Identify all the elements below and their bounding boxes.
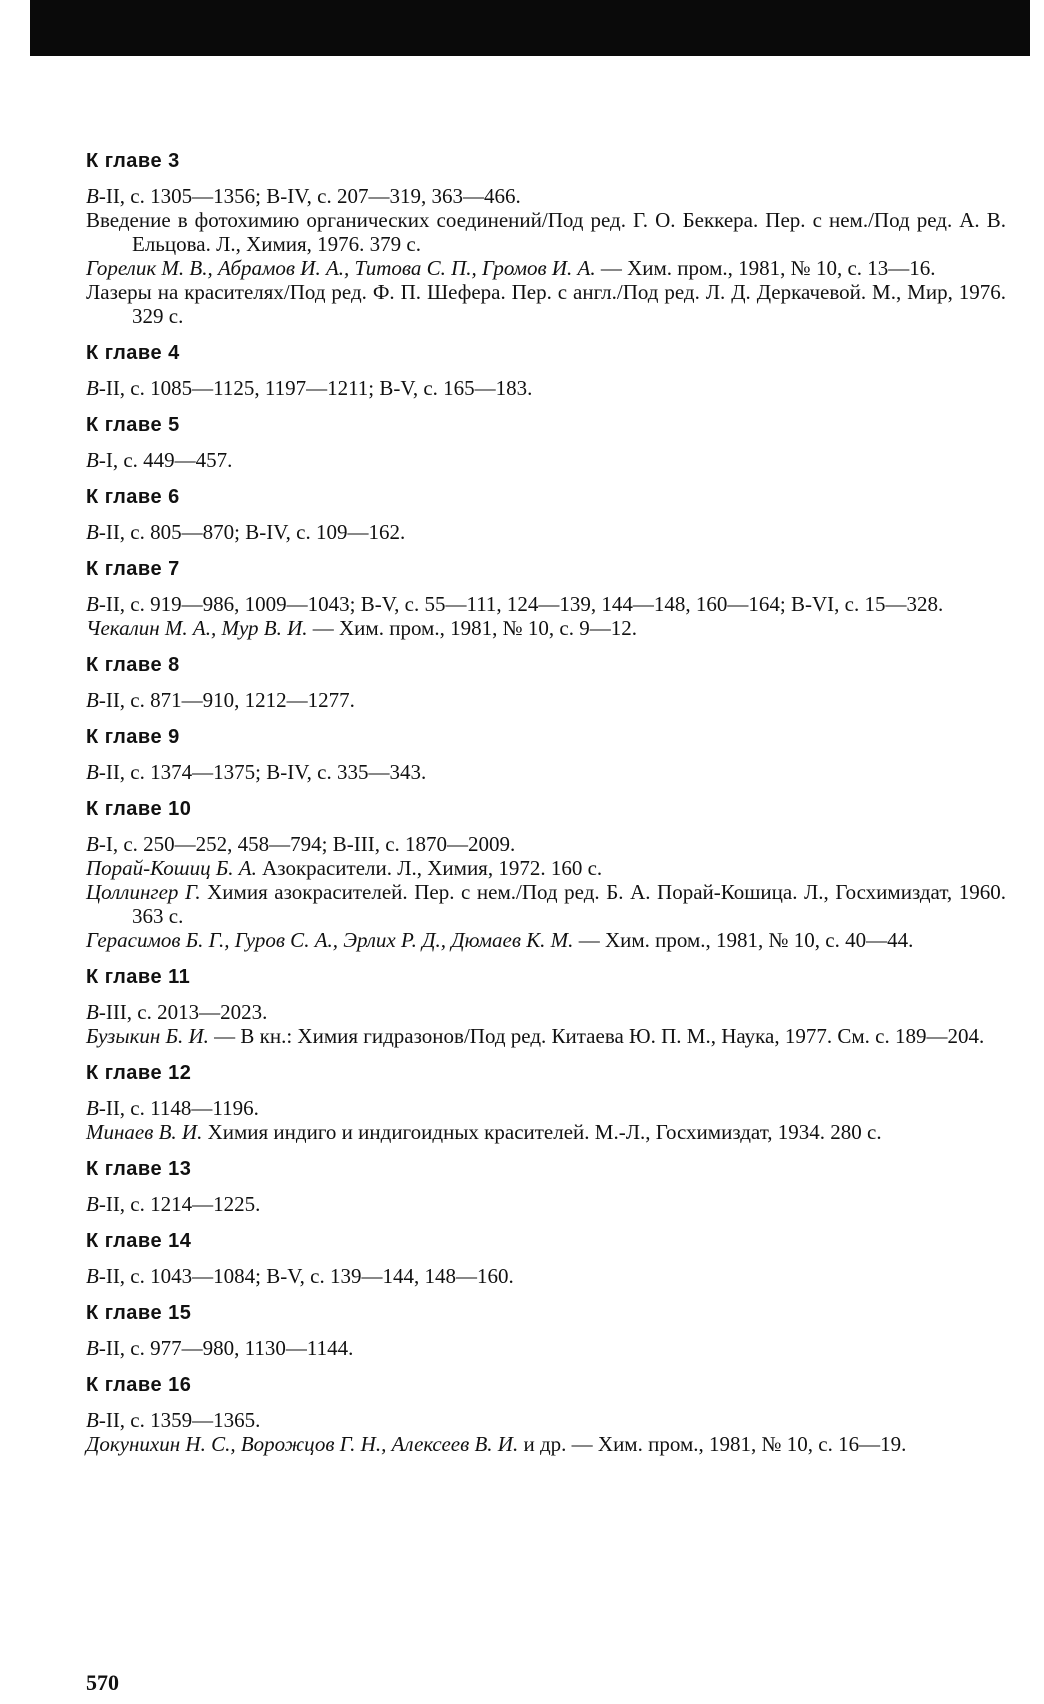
reference-text: Азокрасители. Л., Химия, 1972. 160 с.	[256, 856, 603, 880]
reference-entry	[86, 1408, 1006, 1432]
reference-author: Герасимов Б. Г., Гуров С. А., Эрлих Р. Д., Дюмаев К. М.	[86, 928, 574, 952]
references-list	[86, 150, 1006, 1470]
reference-text: — В кн.: Химия гидразонов/Под ред. Китаева Ю. П. М., Наука, 1977. См. с. 189—204.	[208, 1024, 985, 1048]
chapter-section	[86, 486, 1006, 544]
reference-text: и др. — Хим. пром., 1981, № 10, с. 16—19.	[518, 1432, 907, 1456]
reference-author: В	[86, 448, 99, 472]
reference-author: Порай-Кошиц Б. А.	[86, 856, 257, 880]
reference-author: Горелик М. В., Абрамов И. А., Титова С. П., Громов И. А.	[86, 256, 596, 280]
chapter-section	[86, 1158, 1006, 1216]
reference-entry	[86, 376, 1006, 400]
reference-author: В	[86, 592, 99, 616]
reference-text: -II, с. 1043—1084; В-V, с. 139—144, 148—160.	[98, 1264, 514, 1288]
chapter-section	[86, 342, 1006, 400]
reference-text: -II, с. 1374—1375; В-IV, с. 335—343.	[98, 760, 427, 784]
reference-entry	[86, 280, 1006, 328]
reference-author: В	[86, 1192, 99, 1216]
reference-entry	[86, 688, 1006, 712]
reference-entry	[86, 1432, 1006, 1456]
reference-entry	[86, 880, 1006, 928]
chapter-heading: К главе 16	[86, 1374, 192, 1396]
reference-author: В	[86, 1000, 99, 1024]
chapter-section	[86, 1062, 1006, 1144]
reference-text: -II, с. 977—980, 1130—1144.	[98, 1336, 354, 1360]
reference-entry	[86, 1120, 1006, 1144]
reference-entry	[86, 1024, 1006, 1048]
reference-entry	[86, 1336, 1006, 1360]
reference-entry	[86, 448, 1006, 472]
reference-author: В	[86, 376, 99, 400]
chapter-section	[86, 726, 1006, 784]
reference-author: В	[86, 760, 99, 784]
chapter-section	[86, 1230, 1006, 1288]
reference-entry	[86, 1000, 1006, 1024]
reference-entry	[86, 592, 1006, 616]
reference-author: В	[86, 1336, 99, 1360]
reference-author: В	[86, 184, 99, 208]
reference-entry	[86, 184, 1006, 208]
reference-text: -II, с. 1305—1356; В-IV, с. 207—319, 363—466.	[98, 184, 521, 208]
reference-text: — Хим. пром., 1981, № 10, с. 9—12.	[307, 616, 637, 640]
chapter-section	[86, 798, 1006, 952]
reference-text: -II, с. 871—910, 1212—1277.	[98, 688, 355, 712]
chapter-heading: К главе 12	[86, 1062, 192, 1084]
chapter-section	[86, 150, 1006, 328]
chapter-section	[86, 966, 1006, 1048]
chapter-section	[86, 414, 1006, 472]
reference-author: В	[86, 832, 99, 856]
reference-text: -II, с. 1148—1196.	[98, 1096, 259, 1120]
reference-entry	[86, 760, 1006, 784]
reference-author: В	[86, 688, 99, 712]
chapter-section	[86, 1374, 1006, 1456]
scan-top-border	[30, 0, 1030, 56]
reference-author: Цоллингер Г.	[86, 880, 201, 904]
reference-entry	[86, 928, 1006, 952]
reference-text: Введение в фотохимию органических соединений/Под ред. Г. О. Беккера. Пер. с нем./Под ред. А. В. Ельцова. Л., Химия, 1976. 379 с.	[86, 208, 1006, 256]
chapter-heading: К главе 14	[86, 1230, 192, 1252]
reference-entry	[86, 520, 1006, 544]
chapter-heading: К главе 3	[86, 150, 180, 172]
reference-author: В	[86, 1408, 99, 1432]
reference-entry	[86, 208, 1006, 256]
reference-text: Химия индиго и индигоидных красителей. М.-Л., Госхимиздат, 1934. 280 с.	[202, 1120, 882, 1144]
chapter-heading: К главе 9	[86, 726, 180, 748]
reference-author: Минаев В. И.	[86, 1120, 203, 1144]
chapter-section	[86, 654, 1006, 712]
reference-author: Чекалин М. А., Мур В. И.	[86, 616, 308, 640]
reference-entry	[86, 1192, 1006, 1216]
reference-text: -II, с. 919—986, 1009—1043; В-V, с. 55—111, 124—139, 144—148, 160—164; В-VI, с. 15—328.	[98, 592, 944, 616]
reference-text: -II, с. 805—870; В-IV, с. 109—162.	[98, 520, 406, 544]
chapter-heading: К главе 6	[86, 486, 180, 508]
chapter-section	[86, 558, 1006, 640]
chapter-heading: К главе 8	[86, 654, 180, 676]
reference-author: В	[86, 520, 99, 544]
reference-text: -III, с. 2013—2023.	[98, 1000, 268, 1024]
reference-text: -II, с. 1085—1125, 1197—1211; В-V, с. 165—183.	[98, 376, 533, 400]
chapter-heading: К главе 5	[86, 414, 180, 436]
chapter-heading: К главе 15	[86, 1302, 192, 1324]
chapter-heading: К главе 13	[86, 1158, 192, 1180]
reference-text: — Хим. пром., 1981, № 10, с. 13—16.	[595, 256, 936, 280]
reference-author: В	[86, 1096, 99, 1120]
reference-text: Лазеры на красителях/Под ред. Ф. П. Шефера. Пер. с англ./Под ред. Л. Д. Деркачевой. М., Мир, 1976. 329 с.	[86, 280, 1006, 328]
reference-text: -I, с. 250—252, 458—794; В-III, с. 1870—2009.	[98, 832, 516, 856]
chapter-heading: К главе 11	[86, 966, 191, 988]
page-number: 570	[86, 1670, 119, 1695]
reference-text: -II, с. 1359—1365.	[98, 1408, 261, 1432]
reference-author: Докунихин Н. С., Ворожцов Г. Н., Алексеев В. И.	[86, 1432, 519, 1456]
reference-entry	[86, 832, 1006, 856]
reference-entry	[86, 856, 1006, 880]
reference-text: Химия азокрасителей. Пер. с нем./Под ред. Б. А. Порай-Кошица. Л., Госхимиздат, 1960. 363 с.	[132, 880, 1006, 928]
reference-entry	[86, 1096, 1006, 1120]
chapter-section	[86, 1302, 1006, 1360]
chapter-heading: К главе 10	[86, 798, 192, 820]
reference-text: -I, с. 449—457.	[98, 448, 233, 472]
reference-author: Бузыкин Б. И.	[86, 1024, 209, 1048]
reference-entry	[86, 256, 1006, 280]
reference-author: В	[86, 1264, 99, 1288]
reference-text: -II, с. 1214—1225.	[98, 1192, 261, 1216]
reference-entry	[86, 1264, 1006, 1288]
reference-entry	[86, 616, 1006, 640]
reference-text: — Хим. пром., 1981, № 10, с. 40—44.	[573, 928, 914, 952]
chapter-heading: К главе 4	[86, 342, 180, 364]
chapter-heading: К главе 7	[86, 558, 180, 580]
